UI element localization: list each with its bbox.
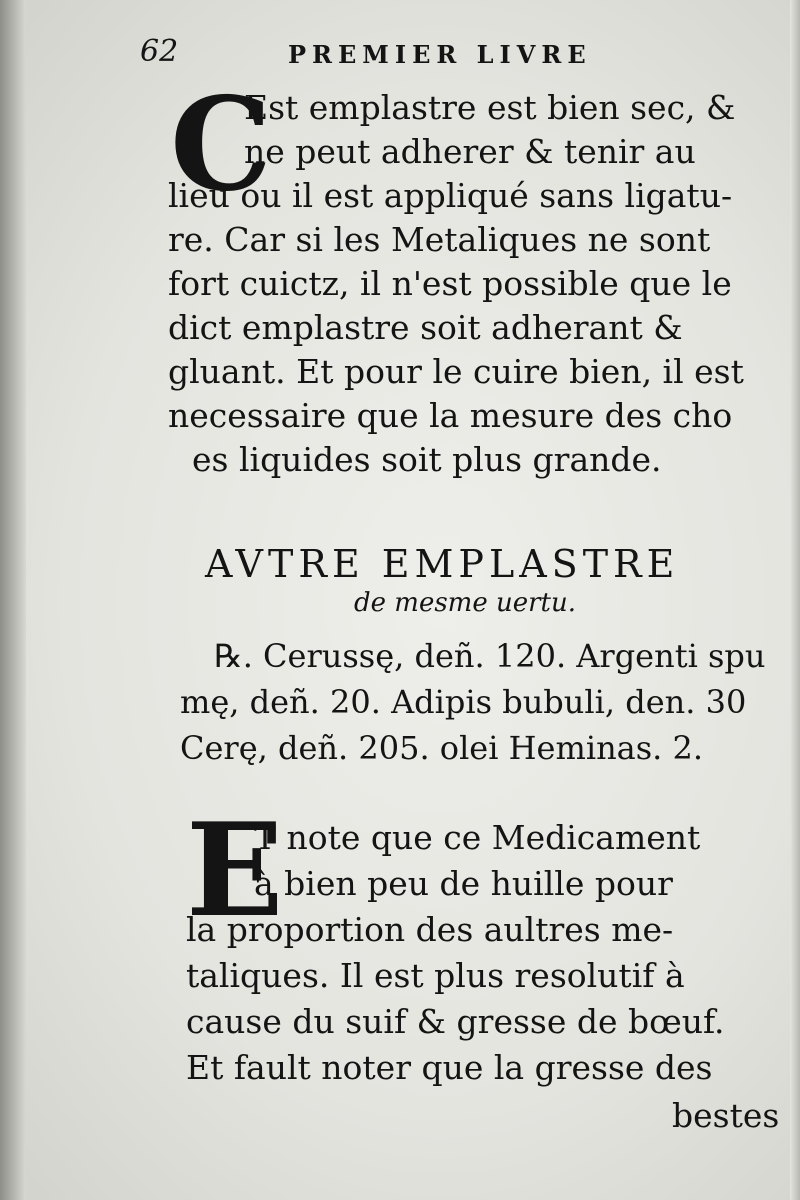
- text-line: necessaire que la mesure des cho: [168, 396, 733, 435]
- text-line: re. Car si les Metaliques ne sont: [168, 220, 711, 259]
- text-line: lieu ou il est appliqué sans ligatu-: [168, 176, 733, 215]
- page-edge-shadow: [790, 0, 800, 1200]
- text-line: dict emplastre soit adherant &: [168, 308, 683, 347]
- page-header: [140, 34, 660, 74]
- running-head: PREMIER LIVRE: [288, 40, 592, 69]
- paragraph-1: [168, 70, 768, 508]
- text-line: cause du suif & gresse de bœuf.: [186, 1002, 725, 1041]
- page-gutter-shadow: [0, 0, 26, 1200]
- text-line: à bien peu de huille pour: [254, 864, 673, 903]
- section-title: AVTRE EMPLASTRE: [205, 542, 680, 586]
- paragraph-2: [186, 796, 782, 1148]
- recipe-line: mę, deñ. 20. Adipis bubuli, den. 30: [180, 683, 747, 721]
- drop-cap-c: C: [170, 70, 272, 220]
- text-line: T note que ce Medicament: [254, 818, 701, 857]
- catchword: bestes: [672, 1096, 780, 1135]
- text-line: Est emplastre est bien sec, &: [244, 88, 736, 127]
- text-line: gluant. Et pour le cuire bien, il est: [168, 352, 744, 391]
- text-line: es liquides soit plus grande.: [192, 440, 662, 479]
- recipe-line: ℞. Cerussę, deñ. 120. Argenti spu: [214, 637, 766, 675]
- section-subtitle: de mesme uertu.: [354, 588, 577, 618]
- text-line: Et fault noter que la gresse des: [186, 1048, 713, 1087]
- text-line: taliques. Il est plus resolutif à: [186, 956, 685, 995]
- text-line: la proportion des aultres me-: [186, 910, 674, 949]
- recipe-line: Cerę, deñ. 205. olei Heminas. 2.: [180, 729, 704, 767]
- text-line: fort cuictz, il n'est possible que le: [168, 264, 732, 303]
- recipe-block: [180, 636, 780, 776]
- text-line: ne peut adherer & tenir au: [244, 132, 696, 171]
- page-number: 62: [140, 34, 179, 69]
- drop-cap-e: E: [186, 796, 284, 946]
